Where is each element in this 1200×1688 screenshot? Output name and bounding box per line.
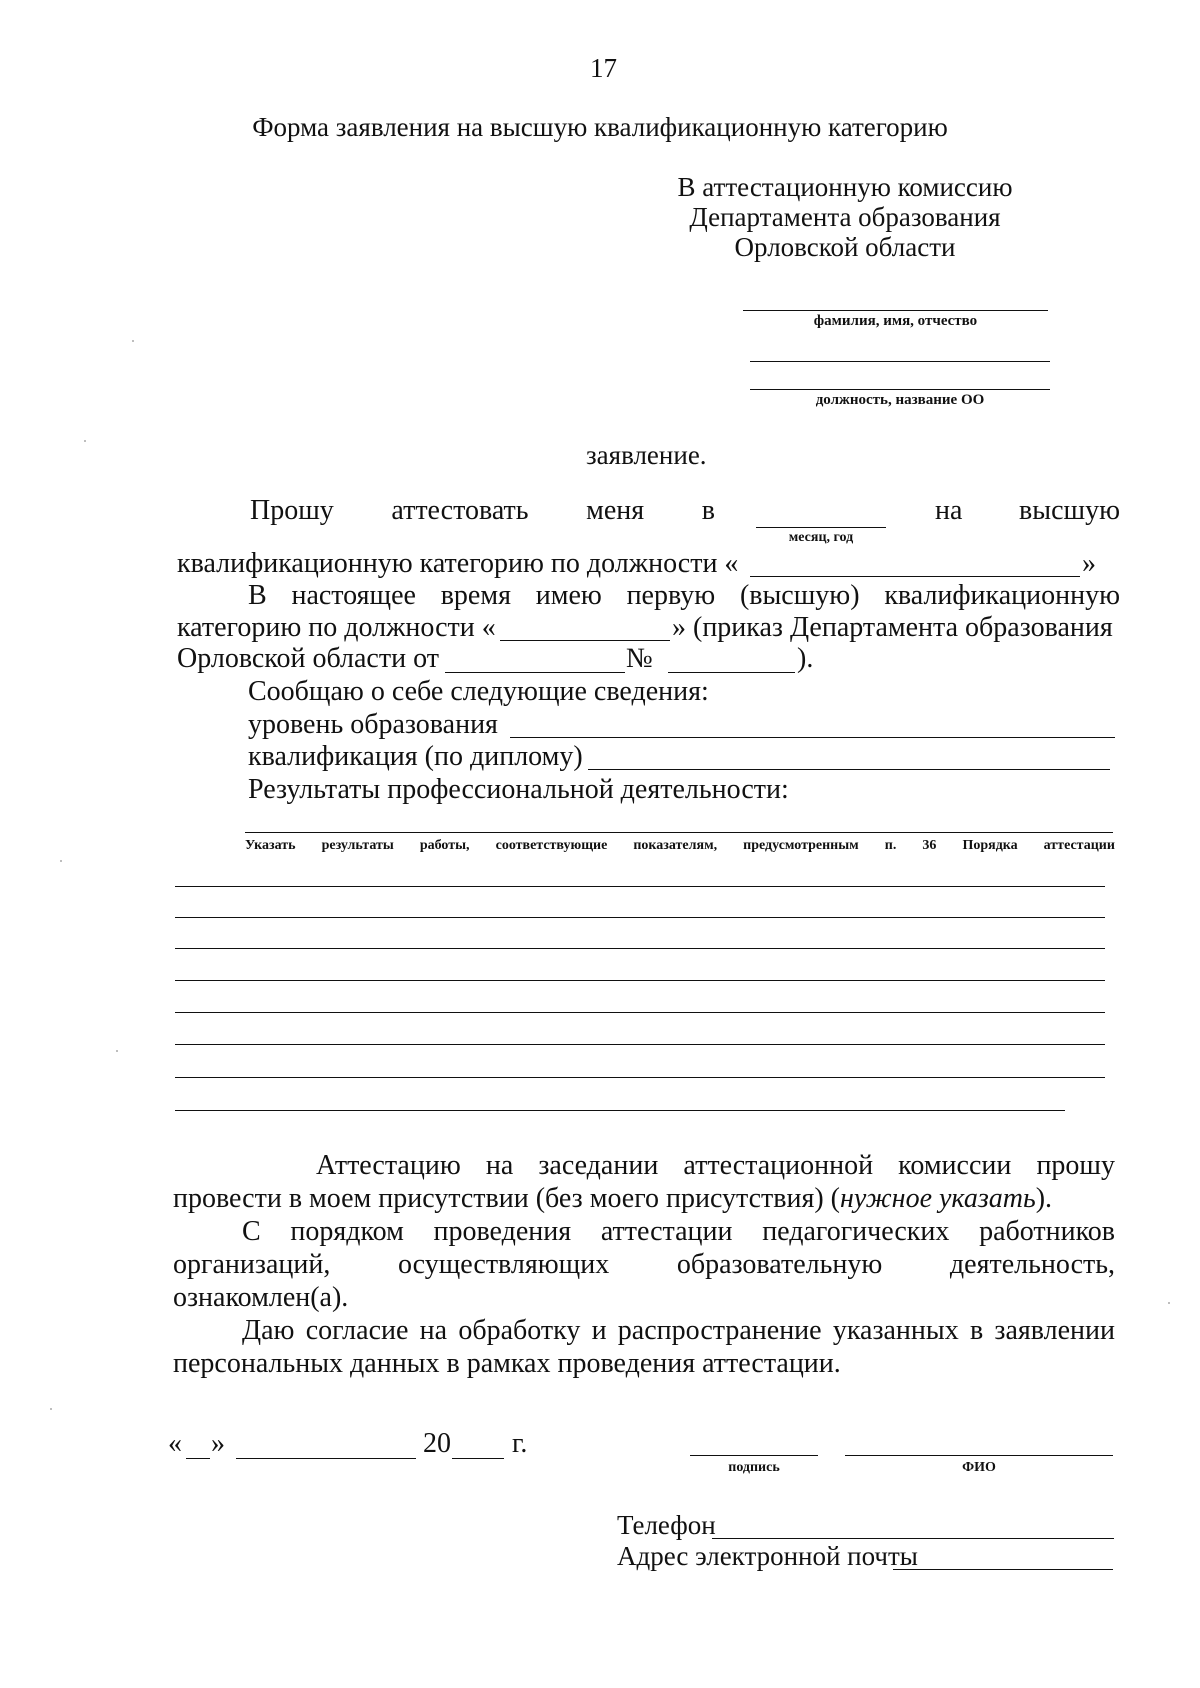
position-caption: должность, название ОО xyxy=(815,392,985,408)
request-line-1-start xyxy=(250,495,715,527)
hint-word: п. xyxy=(884,838,897,853)
current-position-field-line[interactable] xyxy=(500,640,670,641)
qualification-label: квалификация (по диплому) xyxy=(248,741,583,772)
scan-speck xyxy=(132,340,134,342)
hint-word: соответствующие xyxy=(495,838,608,853)
order-date-label: Орловской области от xyxy=(177,643,439,674)
position-field-line-1[interactable] xyxy=(750,361,1050,362)
request-line-1-end xyxy=(935,495,1120,527)
order-close: ). xyxy=(797,643,814,674)
fio-caption: фамилия, имя, отчество xyxy=(813,313,978,329)
qualification-field-line[interactable] xyxy=(588,769,1110,770)
date-quote-close: » xyxy=(211,1428,225,1459)
results-field-line-top[interactable] xyxy=(245,832,1113,833)
current-category-line-2-end: » (приказ Департамента образования xyxy=(672,612,1113,643)
current-category-line-2-start: категорию по должности « xyxy=(177,612,496,643)
year-prefix: 20 xyxy=(423,1428,451,1459)
scan-speck xyxy=(84,440,86,442)
attestation-italic-note: нужное указать xyxy=(840,1183,1036,1214)
hint-word: предусмотренным xyxy=(743,838,859,853)
hint-word: 36 xyxy=(922,838,937,853)
signature-field-line[interactable] xyxy=(690,1455,818,1456)
word: образовательную xyxy=(676,1249,883,1280)
education-label: уровень образования xyxy=(248,709,498,740)
page-number: 17 xyxy=(590,53,617,83)
fio-field-line[interactable] xyxy=(743,310,1048,311)
order-number-field-line[interactable] xyxy=(668,672,795,673)
consent-line-1: Даю согласие на обработку и распространение указанных в заявлении xyxy=(242,1315,1115,1346)
email-field-line[interactable] xyxy=(893,1569,1113,1570)
attestation-line-1: Аттестацию на заседании аттестационной комиссии прошу xyxy=(316,1150,1115,1181)
scan-speck xyxy=(60,860,62,862)
scan-speck xyxy=(50,1408,52,1410)
consent-line-2: персональных данных в рамках проведения аттестации. xyxy=(173,1348,841,1379)
request-line-2: квалификационную категорию по должности « xyxy=(177,548,739,579)
addressee-line-3: Орловской области xyxy=(734,232,956,262)
signature-fio-field-line[interactable] xyxy=(845,1455,1113,1456)
info-intro: Сообщаю о себе следующие сведения: xyxy=(248,676,709,707)
word: деятельность, xyxy=(949,1249,1115,1280)
word: в xyxy=(701,495,715,526)
statement-heading: заявление. xyxy=(586,440,707,470)
attestation-text-end: ). xyxy=(1035,1183,1053,1214)
word: высшую xyxy=(1019,495,1120,526)
attestation-text: провести в моем присутствии (без моего присутствия) ( xyxy=(173,1183,841,1214)
results-field-line[interactable] xyxy=(175,980,1105,981)
scan-speck xyxy=(1168,1302,1170,1304)
hint-word: Порядка xyxy=(962,838,1018,853)
email-label: Адрес электронной почты xyxy=(617,1541,918,1571)
month-year-field-line[interactable] xyxy=(756,527,886,528)
word: Прошу xyxy=(250,495,334,526)
addressee-line-2: Департамента образования xyxy=(689,202,1001,232)
hint-word: результаты xyxy=(321,838,394,853)
results-label: Результаты профессиональной деятельности: xyxy=(248,774,789,805)
order-number-sign: № xyxy=(626,643,653,674)
results-field-line[interactable] xyxy=(175,886,1105,887)
procedure-line-3: ознакомлен(а). xyxy=(173,1282,349,1313)
position-field-line-2[interactable] xyxy=(750,389,1050,390)
word: меня xyxy=(586,495,645,526)
procedure-line-2 xyxy=(173,1249,1115,1281)
target-position-field-line[interactable] xyxy=(750,576,1080,577)
phone-field-line[interactable] xyxy=(712,1538,1114,1539)
word: осуществляющих xyxy=(397,1249,610,1280)
results-field-line[interactable] xyxy=(175,1077,1105,1078)
hint-word: работы, xyxy=(419,838,470,853)
month-field-line[interactable] xyxy=(236,1458,416,1459)
order-date-field-line[interactable] xyxy=(445,672,625,673)
form-title: Форма заявления на высшую квалификационную категорию xyxy=(252,112,948,142)
signature-caption: подпись xyxy=(728,1460,780,1475)
hint-word: Указать xyxy=(245,838,296,853)
hint-word: аттестации xyxy=(1043,838,1115,853)
year-suffix: г. xyxy=(512,1428,528,1459)
results-field-line[interactable] xyxy=(175,1044,1105,1045)
results-field-line[interactable] xyxy=(175,1110,1065,1111)
day-field-line[interactable] xyxy=(186,1458,210,1459)
results-field-line[interactable] xyxy=(175,917,1105,918)
addressee-line-1: В аттестационную комиссию xyxy=(677,172,1013,202)
month-year-caption: месяц, год xyxy=(788,530,854,545)
results-field-line[interactable] xyxy=(175,1012,1105,1013)
results-field-line[interactable] xyxy=(175,948,1105,949)
request-line-2-end: » xyxy=(1082,548,1096,579)
current-category-line-1: В настоящее время имею первую (высшую) квалификационную xyxy=(248,580,1120,611)
scan-speck xyxy=(116,1050,118,1052)
procedure-line-1: С порядком проведения аттестации педагогических работников xyxy=(242,1216,1115,1247)
date-quote-open: « xyxy=(168,1428,182,1459)
education-field-line[interactable] xyxy=(510,737,1115,738)
word: на xyxy=(935,495,963,526)
year-field-line[interactable] xyxy=(452,1458,504,1459)
signature-fio-caption: ФИО xyxy=(962,1460,996,1475)
hint-word: показателям, xyxy=(633,838,718,853)
phone-label: Телефон xyxy=(617,1510,716,1540)
word: организаций, xyxy=(173,1249,331,1280)
attestation-line-2 xyxy=(173,1183,1052,1215)
results-hint xyxy=(245,838,1115,854)
word: аттестовать xyxy=(391,495,529,526)
